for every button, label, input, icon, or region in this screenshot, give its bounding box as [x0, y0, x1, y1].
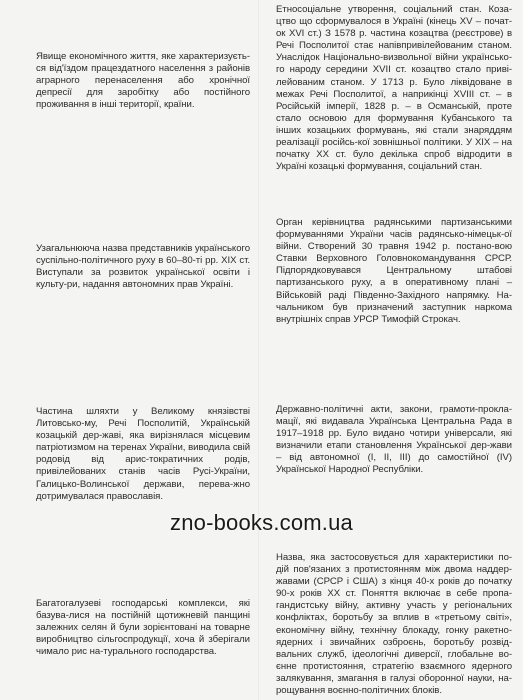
definition-ukrainian-nobility: Частина шляхти у Великому князівстві Литовсько-му, Речі Посполитій, Українській козацькій дер-жаві, яка вирізнялася місцевим патріотизмом на теренах України, виводила свій родовід від арис-тократичних родів, привілейованих станів часів Русі-України, Галицько-Волинської держави, перева-жно дотримувалася православія.: [36, 406, 250, 502]
column-divider: [258, 0, 259, 700]
definition-hromadivtsi: Узагальнююча назва представників українського суспільно-політичного руху в 60–80-ті рр. XIX ст. Виступали за розвиток української освіти і культу-ри, надання автономних прав Україні.: [36, 243, 250, 291]
definition-labor-migration: Явище економічного життя, яке характеризуєть-ся від'їздом працездатного населення з районів аграрного перенаселення або хронічної депресії для заробітку або постійного проживання в інші території, країни.: [36, 51, 250, 111]
watermark-text: zno-books.com.ua: [170, 510, 353, 535]
definition-filvarky: Багатогалузеві господарські комплекси, які базува-лися на постійній щотижневій панщині залежних селян й були зорієнтовані на товарне виробництво сільгоспродукції, хоча й зберігали чимало рис на-турального господарства.: [36, 598, 250, 658]
definition-universals: Державно-політичні акти, закони, грамоти-прокла-мації, які видавала Українська Центральна Рада в 1917–1918 рр. Було видано чотири універсали, які визначили етапи становлення Української дер-жави – від автономної (I, II, III) до самостійної (IV) Української Народної Республіки.: [276, 404, 512, 476]
definition-partisan-headquarters: Орган керівництва радянськими партизанськими формуваннями України часів радянсько-німецьк-ої війни. Створений 30 травня 1942 р. постано-вою Ставки Верховного Головнокомандування СРСР. Підпорядковувався Центральному штабові партизанського руху, а в оперативному плані – Військовій раді Південно-Західного напрямку. На-чальником був призначений заступник наркома внутрішніх справ УРСР Тимофій Строкач.: [276, 217, 512, 325]
definition-cossacks: Етносоціальне утворення, соціальний стан. Коза-цтво що сформувалося в Україні (кінець XV – почат-ок XVI ст.) З 1578 р. частина козацтва (реєстрове) в Речі Посполитої стає напівпривілейованим станом. Унаслідок Національно-визвольної війни українсько-го народу середини XVII ст. козацтво стало приві-лейованим станом. У 1713 р. Було ліквідоване в межах Речі Посполитої, а наприкінці XVIII ст. – в Російській імперії, 1828 р. – в Османській, проте стало основою для формування Кубанського та інших козацьких формувань, які стали знаряддям реалізації російсь-кої зовнішньої політики. У XIX – на початку XX ст. було декілька спроб відродити в Україні козацькі формування, соціальний стан.: [276, 4, 512, 173]
definition-cold-war: Назва, яка застосовується для характеристики по-дій пов'язаних з протистоянням між двома наддер-жавами (СРСР і США) з кінця 40-х років до початку 90-х років XX ст. Поняття включає в себе пропа-гандистську війну, активну участь у регіональних конфліктах, боротьбу за вплив в «третьому світі», економічну війну, технічну блокаду, гонку ракетно-ядерних і звичайних озброєнь, боротьбу розвід-вальних служб, ідеологічні диверсії, глобальне во-єнне протистояння, стратегію взаємного ядерного залякування, змагання в галузі оборонної науки, на-рощування воєнно-політичних блоків.: [276, 552, 512, 697]
